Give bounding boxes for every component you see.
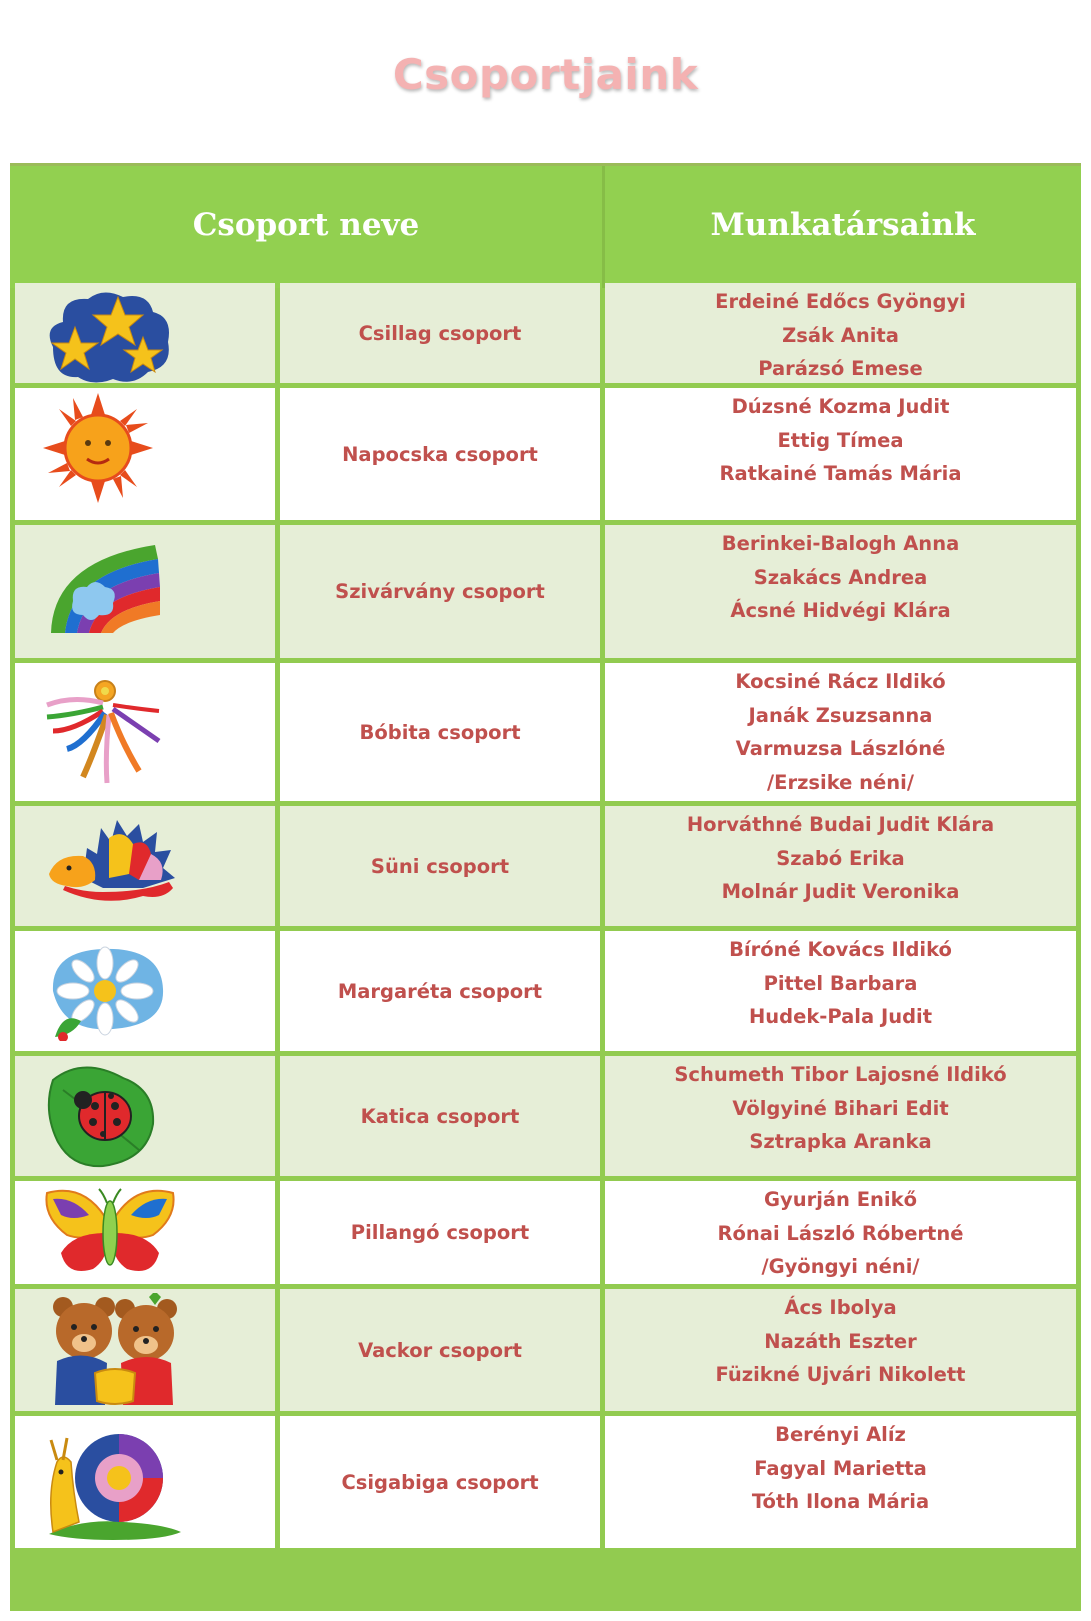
staff-cell (605, 931, 1076, 1051)
sun-icon (43, 393, 153, 503)
group-name-cell (280, 663, 600, 801)
staff-member: Dúzsné Kozma Judit (731, 395, 950, 418)
staff-member: Janák Zsuzsanna (748, 703, 933, 727)
groups-table (10, 163, 1081, 1611)
group-name-cell (280, 931, 600, 1051)
staff-cell (605, 1416, 1076, 1548)
staff-member: Kocsiné Rácz Ildikó (735, 670, 946, 693)
table-row (10, 806, 1081, 926)
staff-member: Horváthné Budai Judit Klára (686, 813, 995, 836)
staff-member: Berényi Alíz (775, 1423, 906, 1446)
table-row (10, 931, 1081, 1051)
daisy-icon (43, 941, 168, 1041)
staff-cell (605, 1056, 1076, 1176)
group-name: Süni csoport (370, 854, 510, 878)
row-icon-cell (15, 663, 275, 801)
row-icon-cell (15, 525, 275, 658)
table-row (10, 1056, 1081, 1176)
ladybug-leaf-icon (43, 1060, 158, 1170)
group-name: Vackor csoport (358, 1338, 522, 1362)
staff-member: Erdeiné Edőcs Gyöngyi (715, 290, 966, 313)
staff-member: Fagyal Marietta (754, 1456, 927, 1480)
staff-member: Bíróné Kovács Ildikó (729, 938, 952, 961)
group-name-cell (280, 388, 600, 520)
group-name: Margaréta csoport (337, 979, 543, 1003)
row-icon-cell (15, 806, 275, 926)
staff-cell (605, 283, 1076, 383)
table-row (10, 283, 1081, 383)
group-name-cell (280, 1056, 600, 1176)
row-icon-cell (15, 283, 275, 383)
staff-member: Ács Ibolya (784, 1296, 897, 1319)
hedgehog-icon (43, 818, 178, 913)
staff-member: Zsák Anita (782, 323, 899, 347)
flower-pinwheel-icon (43, 675, 163, 790)
staff-cell (605, 806, 1076, 926)
group-name: Bóbita csoport (359, 720, 521, 744)
butterfly-icon (43, 1187, 178, 1282)
staff-cell (605, 1289, 1076, 1411)
rainbow-icon (43, 541, 163, 641)
staff-member: Gyurján Enikő (764, 1188, 917, 1211)
staff-member: Pittel Barbara (763, 971, 918, 995)
row-icon-cell (15, 1289, 275, 1411)
staff-cell (605, 1181, 1076, 1284)
group-name-cell (280, 283, 600, 383)
staff-member: Ratkainé Tamás Mária (719, 462, 962, 485)
staff-member: Rónai László Róbertné (717, 1221, 964, 1245)
table-row (10, 1181, 1081, 1284)
star-cloud-icon (43, 287, 173, 383)
table-header (10, 163, 1081, 288)
table-row (10, 663, 1081, 801)
group-name-cell (280, 525, 600, 658)
staff-member: Sztrapka Aranka (749, 1130, 932, 1153)
group-name: Csillag csoport (358, 321, 522, 345)
table-row (10, 388, 1081, 520)
staff-member: /Gyöngyi néni/ (761, 1255, 920, 1278)
staff-cell (605, 388, 1076, 520)
group-name: Napocska csoport (342, 442, 538, 466)
group-name-cell (280, 1416, 600, 1548)
snail-icon (43, 1422, 183, 1542)
header-staff: Munkatársaink (710, 207, 976, 243)
staff-member: Hudek-Pala Judit (748, 1005, 933, 1028)
staff-member: Parázsó Emese (758, 357, 923, 380)
staff-member: /Erzsike néni/ (767, 770, 914, 794)
row-icon-cell (15, 1056, 275, 1176)
staff-member: Szakács Andrea (753, 565, 928, 589)
staff-member: Berinkei-Balogh Anna (721, 532, 960, 555)
staff-cell (605, 663, 1076, 801)
header-group-name: Csoport neve (192, 207, 420, 243)
staff-member: Molnár Judit Veronika (721, 880, 960, 903)
group-name-cell (280, 1289, 600, 1411)
staff-member: Schumeth Tibor Lajosné Ildikó (674, 1063, 1007, 1086)
bears-icon (43, 1293, 183, 1408)
row-icon-cell (15, 931, 275, 1051)
table-row (10, 525, 1081, 658)
row-icon-cell (15, 1416, 275, 1548)
staff-cell (605, 525, 1076, 658)
group-name: Szivárvány csoport (335, 580, 545, 603)
staff-member: Völgyiné Bihari Edit (732, 1096, 949, 1120)
staff-member: Szabó Erika (776, 846, 905, 870)
group-name: Katica csoport (360, 1104, 520, 1128)
page-title: Csoportjaink (392, 50, 699, 99)
group-name-cell (280, 1181, 600, 1284)
group-name-cell (280, 806, 600, 926)
staff-member: Füzikné Ujvári Nikolett (715, 1363, 966, 1386)
staff-member: Ettig Tímea (777, 428, 904, 452)
group-name: Pillangó csoport (350, 1221, 530, 1244)
table-row (10, 1416, 1081, 1548)
staff-member: Tóth Ilona Mária (751, 1490, 930, 1513)
row-icon-cell (15, 388, 275, 520)
staff-member: Ácsné Hidvégi Klára (730, 599, 951, 622)
table-row (10, 1289, 1081, 1411)
staff-member: Nazáth Eszter (764, 1329, 917, 1353)
group-name: Csigabiga csoport (341, 1470, 539, 1494)
row-icon-cell (15, 1181, 275, 1284)
staff-member: Varmuzsa Lászlóné (735, 737, 946, 760)
